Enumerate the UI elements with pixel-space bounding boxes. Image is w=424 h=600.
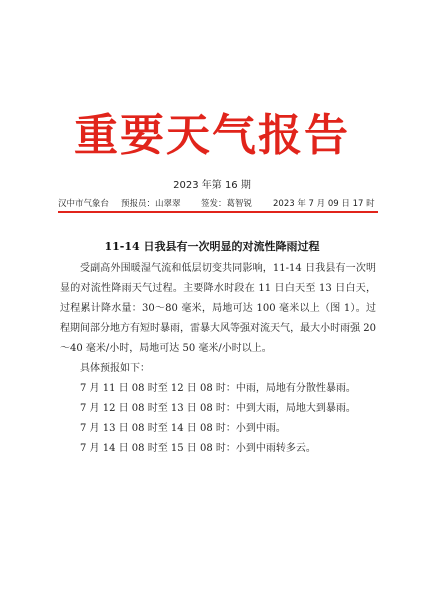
signer: 签发：葛智锐 xyxy=(201,199,253,209)
document-body xyxy=(60,259,376,459)
forecast-line: 7 月 11 日 08 时至 12 日 08 时：中雨，局地有分散性暴雨。 xyxy=(80,383,356,394)
forecaster: 预报员：山翠翠 xyxy=(121,199,181,209)
header-divider xyxy=(58,211,378,213)
issuer: 汉中市气象台 xyxy=(58,199,110,209)
document-title: 11-14 日我县有一次明显的对流性降雨过程 xyxy=(104,240,320,253)
report-masthead: 重要天气报告 xyxy=(74,110,350,161)
forecast-line: 7 月 14 日 08 时至 15 日 08 时：小到中雨转多云。 xyxy=(80,443,316,454)
body-paragraph: 受副高外围暖湿气流和低层切变共同影响，11-14 日我县有一次明显的对流性降雨天气过程。主要降水时段在 11 日白天至 13 日白天，过程累计降水量：30～80 毫米，局地可达 100 毫米以上（图 1）。过程期间部分地方有短时暴雨，雷暴大风等强对流天气，最大小时雨强 20～40 毫米/小时，局地可达 50 毫米/小时以上。 xyxy=(60,263,376,354)
forecast-intro: 具体预报如下： xyxy=(80,363,150,374)
forecast-line: 7 月 12 日 08 时至 13 日 08 时：中到大雨，局地大到暴雨。 xyxy=(80,403,356,414)
issue-number: 2023 年第 16 期 xyxy=(173,180,251,191)
forecast-line: 7 月 13 日 08 时至 14 日 08 时：小到中雨。 xyxy=(80,423,286,434)
issue-date: 2023 年 7 月 09 日 17 时 xyxy=(273,199,375,209)
